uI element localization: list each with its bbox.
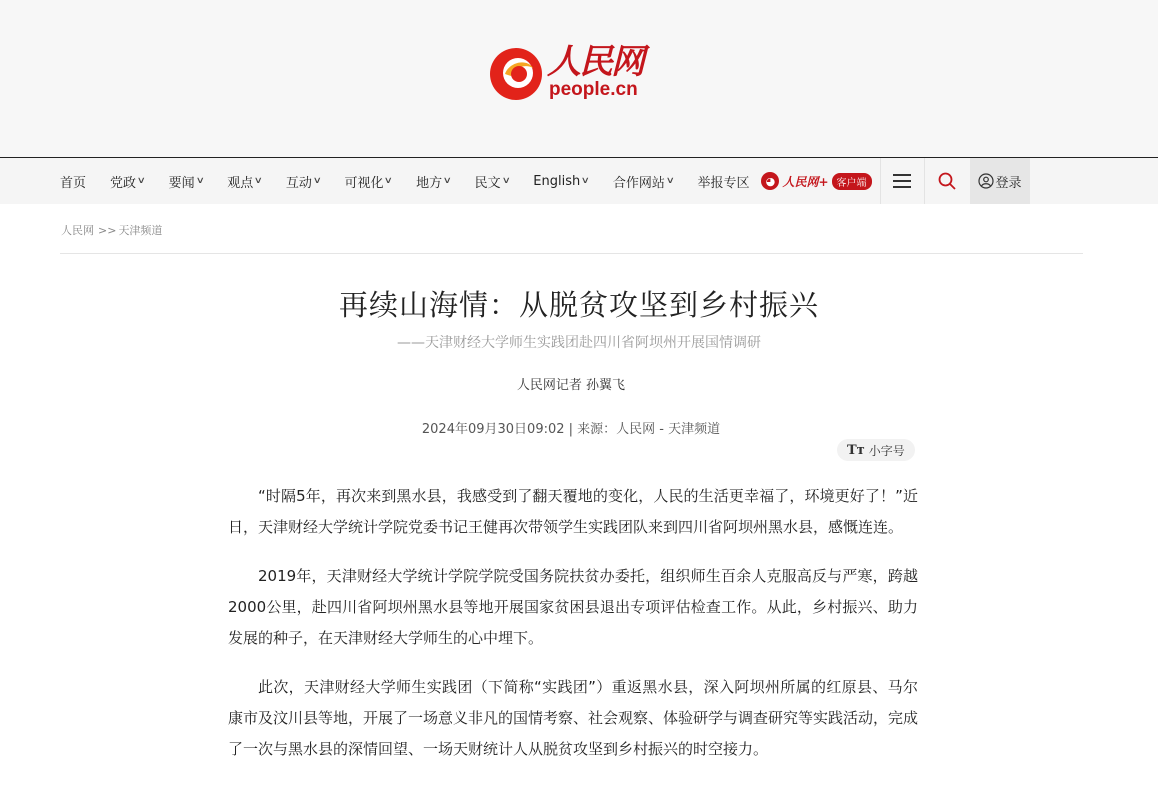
nav-item-partners[interactable] — [601, 158, 686, 204]
nav-item-english[interactable] — [521, 158, 601, 204]
article-body — [228, 481, 918, 783]
app-name: 人民网+ — [782, 174, 829, 189]
header-banner — [0, 0, 1158, 158]
article-paragraph: 此次，天津财经大学师生实践团（下简称“实践团”）重返黑水县，深入阿坝州所属的红原县、马尔康市及汶川县等地，开展了一场意义非凡的国情考察、社会观察、体验研学与调查研究等实践活动，完成了一次与黑水县的深情回望、一场天财统计人从脱贫攻坚到乡村振兴的时空接力。 — [228, 678, 919, 758]
nav-item-interact[interactable] — [274, 158, 333, 204]
nav-item-party[interactable] — [98, 158, 157, 204]
nav-item-report[interactable] — [685, 158, 755, 204]
nav-label: English — [533, 173, 581, 189]
nav-label: 民文 — [474, 175, 501, 191]
nav-label: 举报专区 — [697, 175, 750, 191]
site-logo[interactable] — [487, 40, 677, 106]
chevron-down-icon: ∨ — [312, 176, 322, 186]
chevron-down-icon: ∨ — [195, 176, 205, 186]
breadcrumb-channel[interactable]: 天津频道 — [118, 224, 163, 237]
divider — [60, 253, 1083, 254]
logo-text-cn: 人民网 — [547, 42, 643, 82]
nav-item-local[interactable] — [404, 158, 463, 204]
nav-label: 可视化 — [344, 175, 384, 191]
font-size-icon: Tт — [847, 442, 865, 458]
hamburger-menu-icon — [893, 173, 911, 189]
app-logo-icon: ◕ — [761, 172, 779, 190]
chevron-down-icon: ∨ — [253, 176, 264, 186]
breadcrumb — [61, 222, 162, 238]
font-size-toggle[interactable] — [837, 439, 915, 461]
people-logo-icon — [487, 44, 545, 102]
app-tag: 客户端 — [832, 173, 872, 190]
nav-label: 党政 — [110, 175, 137, 191]
nav-item-opinion[interactable] — [215, 158, 274, 204]
nav-label: 首页 — [60, 175, 87, 191]
article-meta: 2024年09月30日09:02 | 来源：人民网 - 天津频道 — [421, 422, 721, 437]
article-author: 人民网记者 孙翼飞 — [516, 378, 626, 393]
nav-label: 合作网站 — [612, 175, 665, 191]
article-subtitle: ——天津财经大学师生实践团赴四川省阿坝州开展国情调研 — [397, 335, 761, 351]
user-icon — [978, 173, 994, 189]
nav-item-home[interactable] — [48, 158, 98, 204]
login-button[interactable] — [970, 158, 1030, 204]
nav-item-news[interactable] — [157, 158, 216, 204]
nav-item-ethnic[interactable] — [463, 158, 522, 204]
font-size-label: 小字号 — [868, 443, 905, 458]
app-download-link[interactable] — [755, 158, 877, 204]
nav-label: 互动 — [285, 175, 312, 191]
breadcrumb-separator: >> — [98, 224, 117, 237]
nav-label: 地方 — [416, 175, 443, 191]
menu-button[interactable] — [880, 158, 924, 204]
chevron-down-icon: ∨ — [501, 176, 511, 186]
login-label: 登录 — [995, 175, 1022, 191]
article-paragraph: 2019年，天津财经大学统计学院学院受国务院扶贫办委托，组织师生百余人克服高反与严寒，跨越2000公里，赴四川省阿坝州黑水县等地开展国家贫困县退出专项评估检查工作。从此，乡村振兴、助力发展的种子，在天津财经大学师生的心中埋下。 — [228, 567, 918, 647]
breadcrumb-home[interactable]: 人民网 — [61, 224, 94, 237]
article-title: 再续山海情：从脱贫攻坚到乡村振兴 — [338, 288, 819, 322]
search-icon — [938, 172, 956, 190]
article-paragraph: “时隔5年，再次来到黑水县，我感受到了翻天覆地的变化，人民的生活更幸福了，环境更好了！”近日，天津财经大学统计学院党委书记王健再次带领学生实践团队来到四川省阿坝州黑水县，感慨连连。 — [228, 487, 918, 536]
chevron-down-icon: ∨ — [384, 176, 394, 186]
logo-text-en: people.cn — [549, 79, 638, 100]
nav-label: 要闻 — [168, 175, 195, 191]
chevron-down-icon: ∨ — [136, 176, 146, 186]
nav-item-visual[interactable] — [332, 158, 404, 204]
chevron-down-icon: ∨ — [665, 176, 675, 186]
search-button[interactable] — [924, 158, 970, 204]
chevron-down-icon: ∨ — [442, 176, 452, 186]
nav-label: 观点 — [227, 175, 254, 191]
main-nav — [0, 158, 1158, 204]
chevron-down-icon: ∨ — [580, 176, 591, 186]
